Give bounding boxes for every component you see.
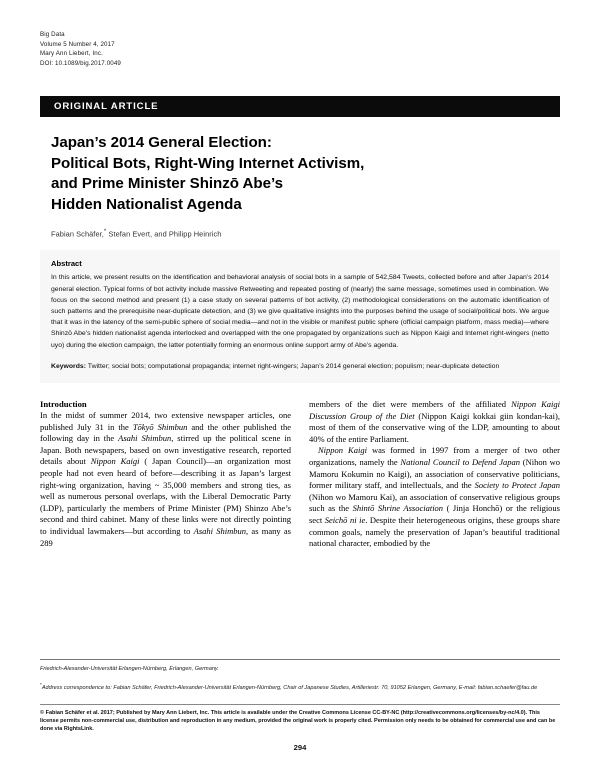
paragraph	[309, 399, 560, 445]
journal-doi: DOI: 10.1089/big.2017.0049	[40, 59, 121, 67]
italic-run: Nippon Kaigi Discussion Group of the Diet	[309, 399, 560, 421]
right-column	[309, 399, 560, 550]
footnote-divider	[40, 659, 560, 660]
title-line-1: Japan’s 2014 General Election:	[51, 134, 272, 152]
keywords-line	[51, 361, 549, 372]
abstract-heading: Abstract	[51, 259, 82, 269]
footnote-block	[40, 665, 560, 692]
italic-run: Tōkyō Shimbun	[132, 421, 188, 432]
text-run: , as many as 289	[40, 526, 291, 548]
paragraph	[40, 410, 291, 549]
italic-run: Nippon Kaigi	[90, 456, 140, 467]
journal-header	[40, 0, 560, 68]
text-run: , stirred up the political scene in Japan. Both newspapers, based on own investigative research, reported details about	[40, 433, 291, 467]
article-type-banner	[40, 96, 560, 117]
author-affiliation: Friedrich-Alexander-Universität Erlangen-Nürnberg, Erlangen, Germany.	[40, 666, 219, 672]
text-run: (Nippon Kaigi kokkai giin kondan-kai), most of them of the conservative wing of the LDP, amounting to about 40% of the entire Parliament.	[309, 410, 560, 444]
title-line-2: Political Bots, Right-Wing Internet Activism,	[51, 154, 365, 172]
page-number: 294	[293, 743, 307, 752]
abstract-panel	[40, 250, 560, 383]
title-line-4: Hidden Nationalist Agenda	[51, 195, 242, 213]
left-column-text	[40, 410, 291, 549]
text-run: (Nihon wo Mamoru Kai), an association of conservative religious groups such as the	[309, 491, 560, 514]
correspondence-note	[40, 681, 560, 692]
paragraph	[309, 445, 560, 549]
italic-run: Asahi Shimbun	[118, 433, 172, 444]
text-run: was formed in 1997 from a merger of two other organizations, namely the	[309, 445, 560, 468]
body-columns	[40, 399, 560, 550]
text-run: . Despite their heterogeneous origins, these groups share common goals, namely the preservation of Japan’s beautiful traditional national character, embodied by the	[309, 515, 561, 549]
italic-run: Nippon Kaigi	[318, 445, 367, 456]
correspondence-text: Address correspondence to: Fabian Schäfer, Friedrich-Alexander-Universität Erlangen-Nürnberg, Chair of Japanese Studies, Artilleriestr. 70, 91052 Erlangen, Germany, E-mail: fabian.schaefer@fau.de	[41, 684, 538, 691]
page-title	[40, 133, 560, 215]
keywords-list: Twitter; social bots; computational propaganda; internet right-wingers; Japan’s 2014 general election; populism; near-duplicate detection	[87, 362, 500, 370]
text-run: ( Jinja Honchō) or the religious sect	[309, 503, 560, 526]
text-run: members of the diet were members of the affiliated	[309, 399, 512, 410]
keywords-label: Keywords:	[51, 362, 86, 370]
text-run: and the other published the following day in the	[40, 421, 291, 444]
author-names: Fabian Schäfer,	[51, 229, 104, 239]
article-type-label: ORIGINAL ARTICLE	[54, 101, 159, 113]
italic-run: Society to Protect Japan	[474, 480, 560, 491]
text-run: (Nihon wo Mamoru Kokumin no Kaigi), an association of conservative politicians, former military staff, and intellectuals, and the	[309, 457, 560, 491]
italic-run: Asahi Shimbun	[193, 526, 247, 537]
abstract-body: In this article, we present results on the identification and behavioral analysis of social bots in a sample of 542,584 Tweets, collected before and after Japan’s 2014 general election. Typical forms of bot activity include massive Retweeting and repeated posting of (nearly) the same message, sometimes used in combination. We focus on the second method and present (1) a case study on several patterns of bot activity, (2) methodological considerations on the automatic identification of such patterns and the prerequisite near-duplicate detection, and (3) we give qualitative insights into the purposes behind the usage of social/political bots. We argue that it was in the latency of the semi-public sphere of social media—and not in the visible or manifest public sphere (official campaign platform, mass media)—where Shinzō Abe’s hidden nationalist agenda interlocked and overlapped with the one propagated by organizations such as Nippon Kaigi and Internet right-wingers (netto uyo) during the election campaign, the latter potentially forming an enormous online support army of Abe’s agenda.	[51, 274, 549, 349]
title-line-3: and Prime Minister Shinzō Abe’s	[51, 175, 283, 193]
text-run: ( Japan Council)—an organization most people had not even heard of before—describing it as Japan’s largest right-wing organization, having	[40, 456, 291, 490]
author-names-rest: Stefan Evert, and Philipp Heinrich	[106, 229, 222, 239]
italic-run: National Council to Defend Japan	[400, 457, 521, 468]
italic-run: Shintō Shrine Association	[352, 503, 444, 514]
section-heading-introduction: Introduction	[40, 399, 87, 410]
correspondence-marker: *	[40, 682, 42, 687]
author-footnote-marker: *	[103, 229, 107, 235]
journal-publisher: Mary Ann Liebert, Inc.	[40, 50, 103, 58]
license-divider	[40, 704, 560, 705]
text-run: In the midst of summer 2014, two extensive newspaper articles, one published July 31 in the	[40, 410, 291, 432]
journal-volume: Volume 5 Number 4, 2017	[40, 40, 115, 48]
left-column	[40, 399, 291, 550]
right-column-text	[309, 399, 560, 550]
text-run: ~ 35,000 members and strong ties, as well as numerous personal overlaps, with the Liberal Democratic Party (LDP), particularly the members of Prime Minister (PM) Shinzo Abe’s second and third cabinet. Many of these links were not directly pointing to individual lawmakers—but according to	[40, 479, 291, 537]
author-list	[40, 229, 560, 238]
journal-name: Big Data	[40, 31, 65, 38]
license-statement: © Fabian Schäfer et al. 2017; Published by Mary Ann Liebert, Inc. This article is available under the Creative Commons License CC-BY-NC (http://creativecommons.org/licenses/by-nc/4.0). This license permits non-commercial use, distribution and reproduction in any medium, provided the original work is properly cited. Permission only needs to be obtained for commercial use and can be done via RightsLink.	[40, 710, 556, 733]
italic-run: Seichō ni ie	[324, 515, 366, 526]
